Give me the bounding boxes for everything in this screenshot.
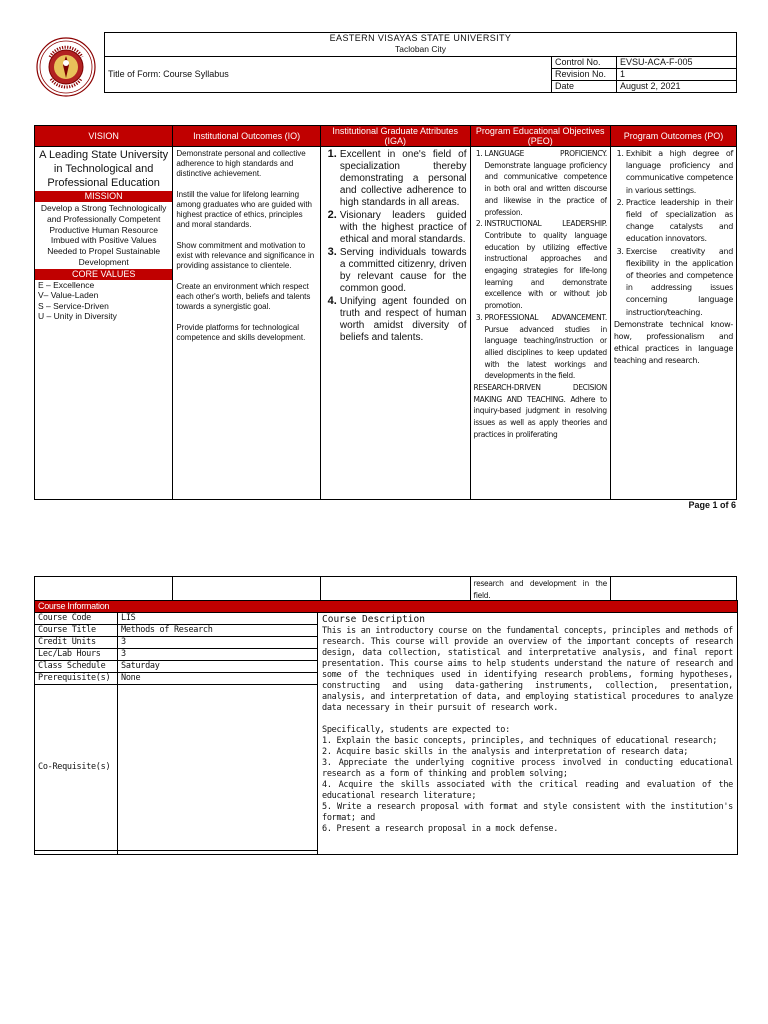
course-objective: 1. Explain the basic concepts, principles, and techniques of educational research; [322, 736, 718, 746]
io-item: Demonstrate personal and collective adherence to high standards and distinctive achievement. [176, 149, 306, 178]
po-item: 1. Exhibit a high degree of language proficiency and communicative competence in various settings. [626, 148, 733, 197]
po-item: 3. Exercise creativity and flexibility in the application of theories and competence in addressing issues concerning language instruction/teaching. [626, 246, 733, 319]
vision-mission-table [34, 125, 737, 500]
po-cell [610, 147, 736, 500]
course-info-table [34, 600, 738, 855]
empty-cell [610, 577, 736, 603]
peo-continued: research and development in the field. [470, 577, 610, 603]
course-objective: 4. Acquire the skills associated with the critical reading and evaluation of the educational research literature; [322, 780, 733, 801]
io-item: Instill the value for lifelong learning among graduates who are guided with highest practice of ethics, principles and moral standards. [176, 190, 312, 229]
course-info-field: Class Schedule [35, 661, 118, 673]
mission-text: Develop a Strong Technologically and Professionally Competent Productive Human Resource Imbued with Positive Values Needed to Propel Sustainable Development [40, 203, 167, 267]
empty-cell [35, 851, 118, 855]
co-requisite-value [118, 685, 318, 851]
peo-item: 1. LANGUAGE PROFICIENCY. Demonstrate language proficiency and communicative competence in both oral and written discourse and likewise in the practice of profession. [485, 148, 607, 218]
form-title: Title of Form: Course Syllabus [105, 57, 552, 93]
vision-text: A Leading State University in Technological and Professional Education [39, 149, 169, 189]
core-value: U – Unity in Diversity [38, 311, 117, 322]
core-values-list [35, 280, 172, 322]
header-table [104, 32, 737, 93]
meta-value: August 2, 2021 [617, 81, 737, 93]
page-number: Page 1 of 6 [688, 500, 736, 510]
peo-item: 2. INSTRUCTIONAL LEADERSHIP. Contribute to quality language education by utilizing effective instructional approaches and engaging strategies for life-long learning and demonstrate excellence with or without job promotion. [485, 218, 607, 312]
vision-cell [35, 147, 173, 500]
course-description-title: Course Description [322, 614, 425, 625]
co-requisite-label: Co-Requisite(s) [35, 685, 118, 851]
po-item: Demonstrate technical know-how, professionalism and ethical practices in language teaching and research. [613, 319, 733, 366]
course-description-cell [318, 613, 738, 855]
empty-cell [118, 851, 318, 855]
core-value: E – Excellence [38, 279, 95, 290]
university-name: EASTERN VISAYAS STATE UNIVERSITY [329, 33, 512, 43]
io-item: Provide platforms for technological competence and skills development. [176, 323, 306, 342]
col-graduate-attributes: Institutional Graduate Attributes (IGA) [320, 126, 470, 147]
meta-value: EVSU-ACA-F-005 [617, 57, 737, 69]
course-objective: 3. Appreciate the underlying cognitive process involved in conducting educational research as a form of thinking and problem solving; [322, 758, 733, 779]
course-info-field: Lec/Lab Hours [35, 649, 118, 661]
meta-label: Revision No. [552, 69, 617, 81]
mission-label: MISSION [35, 191, 172, 202]
core-value: S – Service-Driven [38, 300, 109, 311]
empty-cell [35, 577, 173, 603]
core-value: V– Value-Laden [38, 290, 99, 301]
col-program-outcomes: Program Outcomes (PO) [610, 126, 736, 147]
io-item: Show commitment and motivation to exist with relevance and significance in providing assistance to clientele. [176, 241, 315, 270]
col-peo: Program Educational Objectives (PEO) [470, 126, 610, 147]
iga-item: 1. Excellent in one's field of specialization thereby demonstrating a personal and collective adherence to high standards in all areas. [340, 148, 467, 209]
course-info-value: Saturday [118, 661, 318, 673]
course-objectives-intro: Specifically, students are expected to: [322, 725, 510, 735]
course-objective: 5. Write a research proposal with format and style consistent with the institution's format; and [322, 802, 733, 823]
meta-label: Date [552, 81, 617, 93]
iga-item: 4. Unifying agent founded on truth and respect of human worth amidst diversity of beliefs and talents. [340, 295, 467, 344]
course-info-value: Methods of Research [118, 625, 318, 637]
course-objective: 6. Present a research proposal in a mock defense. [322, 824, 559, 834]
course-info-value: None [118, 673, 318, 685]
course-info-value: 3 [118, 637, 318, 649]
peo-item: RESEARCH-DRIVEN DECISION MAKING AND TEACHING. Adhere to inquiry-based judgment in resolving issues as well as apply theories and practices in proliferating [473, 383, 607, 439]
iga-item: 3. Serving individuals towards a committed citizenry, driven by relevant cause for the common good. [340, 246, 467, 295]
university-heading [105, 33, 737, 57]
university-city: Tacloban City [394, 44, 447, 54]
empty-cell [320, 577, 470, 603]
course-objective: 2. Acquire basic skills in the analysis and interpretation of research data; [322, 747, 689, 757]
course-info-value: 3 [118, 649, 318, 661]
course-info-field: Course Title [35, 625, 118, 637]
peo-item: 3. PROFESSIONAL ADVANCEMENT. Pursue advanced studies in language teaching/instruction or allied disciplines to keep updated with the latest workings and developments in the field. [485, 312, 607, 382]
course-info-label: Course Information [35, 601, 738, 613]
peo-cell [470, 147, 610, 500]
io-item: Create an environment which respect each other's worth, beliefs and talents towards a synergistic goal. [176, 282, 311, 311]
meta-value: 1 [617, 69, 737, 81]
core-values-label: CORE VALUES [35, 269, 172, 280]
po-item: 2. Practice leadership in their field of specialization as change catalysts and education innovators. [626, 197, 733, 246]
empty-cell [173, 577, 321, 603]
col-vision: VISION [35, 126, 173, 147]
iga-item: 2. Visionary leaders guided with the highest practice of ethical and moral standards. [340, 209, 467, 246]
meta-label: Control No. [552, 57, 617, 69]
col-institutional-outcomes: Institutional Outcomes (IO) [173, 126, 321, 147]
course-info-field: Course Code [35, 613, 118, 625]
iga-cell [320, 147, 470, 500]
university-seal [36, 37, 96, 97]
course-info-field: Prerequisite(s) [35, 673, 118, 685]
course-info-value: LIS [118, 613, 318, 625]
io-cell [173, 147, 321, 500]
course-description-text: This is an introductory course on the fundamental concepts, principles and methods of research. This course will provide an overview of the important concepts of research design, data collection, statistical and interpretative analysis, and final report presentation. This course aims to help students understand the nature of research and some of the techniques used in identifying research problems, forming hypotheses, constructing and using data-gathering instruments, collection, presentation, analysis, and interpretation of data, and employing statistical procedures to analyze data necessary in their pursuit of research work. [322, 626, 733, 713]
course-info-field: Credit Units [35, 637, 118, 649]
